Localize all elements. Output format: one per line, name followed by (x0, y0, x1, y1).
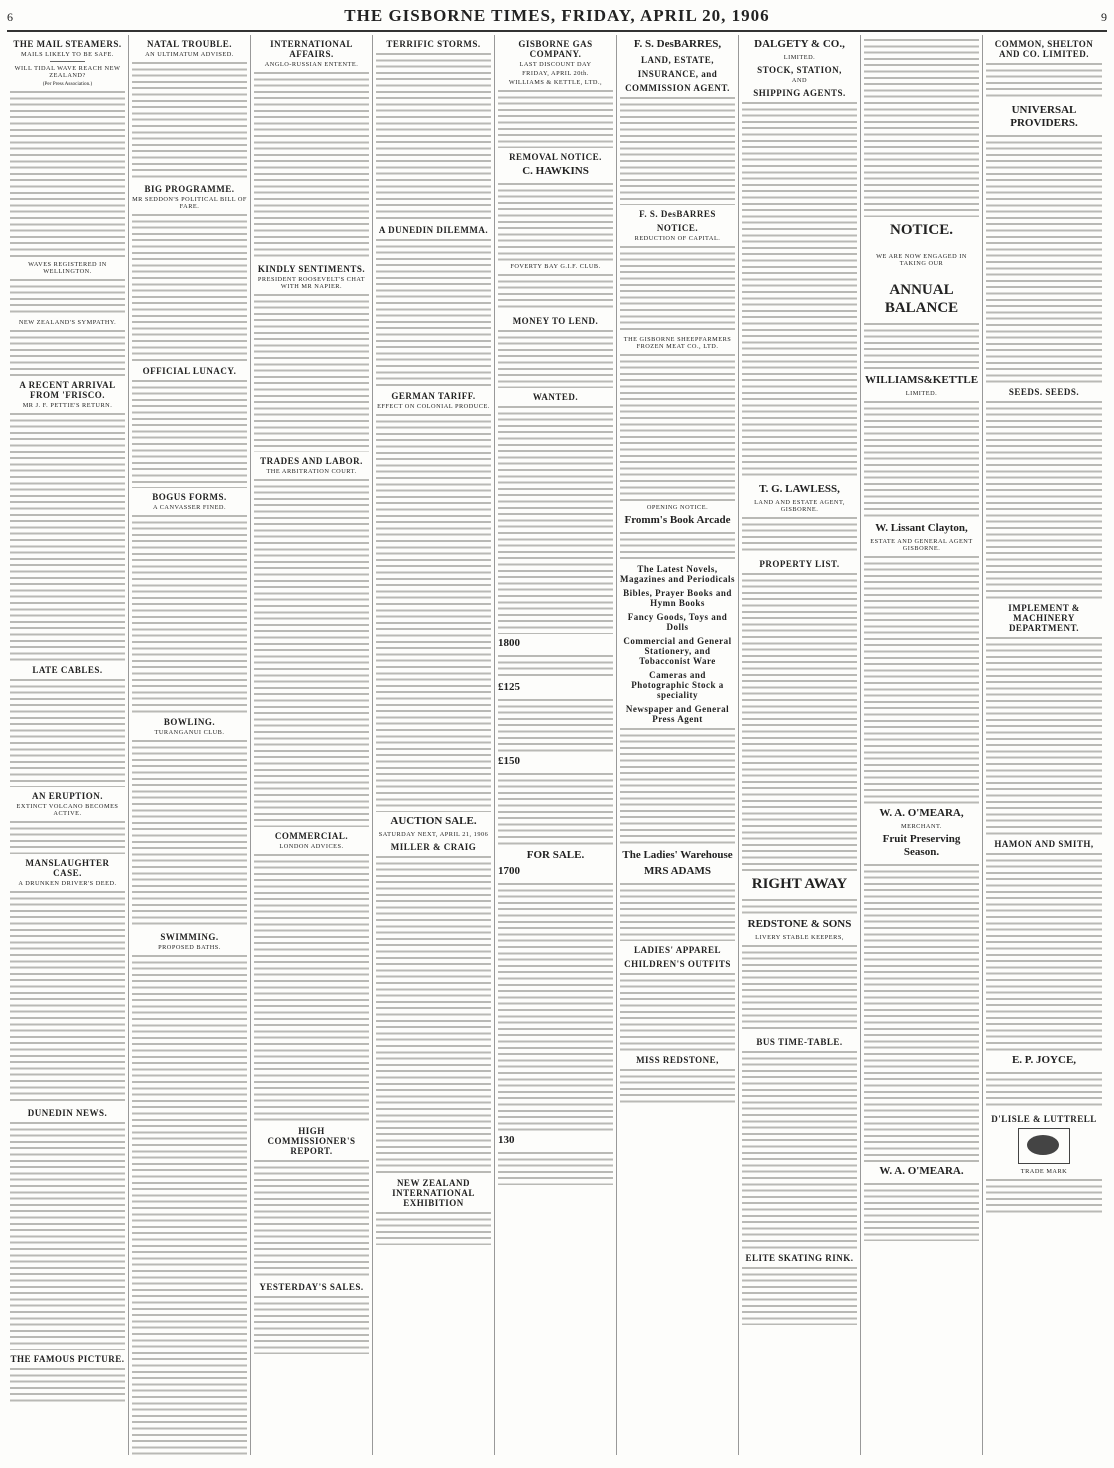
ad-text (742, 1265, 857, 1325)
ad-text (620, 352, 735, 502)
ad-text (620, 726, 735, 846)
headline: GERMAN TARIFF. (391, 391, 476, 401)
headline: A RECENT ARRIVAL FROM 'FRISCO. (19, 380, 116, 401)
ad-heading: DALGETY & CO., (754, 38, 845, 50)
headline: SWIMMING. (160, 932, 219, 942)
headline: BOGUS FORMS. (152, 492, 227, 502)
ad-subheading: MERCHANT. (901, 823, 942, 830)
ad-heading: CHILDREN'S OUTFITS (624, 959, 731, 969)
ad-heading: SHIPPING AGENTS. (753, 88, 846, 98)
headline: THE MAIL STEAMERS. (13, 39, 122, 49)
ad-subheading: AND (791, 77, 808, 84)
ad-text (742, 943, 857, 1033)
ad-figure: £125 (498, 681, 520, 693)
column-1 (7, 35, 129, 1455)
ad-subheading: LAST DISCOUNT DAY (519, 61, 592, 68)
ad-text (498, 88, 613, 148)
notice-heading: ANNUAL BALANCE (884, 282, 959, 316)
ad-heading: REMOVAL NOTICE. (509, 152, 602, 162)
ad-subheading: REDUCTION OF CAPITAL. (634, 235, 721, 242)
ad-text (742, 515, 857, 555)
ad-heading: REDSTONE & SONS (747, 918, 852, 930)
trade-mark-logo (1018, 1128, 1070, 1164)
headline: THE FAMOUS PICTURE. (10, 1354, 125, 1365)
subheadline: MR SEDDON'S POLITICAL BILL OF FARE. (132, 196, 247, 210)
ad-text (986, 133, 1102, 383)
headline: BOWLING. (163, 717, 216, 727)
subheadline: MAILS LIKELY TO BE SAFE. (21, 51, 114, 58)
subheadline: PROPOSED BATHS. (158, 944, 221, 951)
column-9 (983, 35, 1105, 1455)
ad-text (986, 399, 1102, 599)
article-text (254, 852, 369, 1122)
ad-heading: Fruit Preserving Season. (882, 833, 961, 858)
ad-subheading: SATURDAY NEXT, APRIL 21, 1906 (378, 831, 489, 838)
ad-heading: MONEY TO LEND. (512, 316, 599, 326)
ad-subheading: FOVERTY BAY G.I.F. CLUB. (510, 263, 601, 270)
subheadline: WAVES REGISTERED IN WELLINGTON. (28, 261, 107, 276)
ad-text (498, 881, 613, 1131)
headline: LATE CABLES. (32, 665, 103, 676)
column-8 (861, 35, 983, 1455)
subheadline: ANGLO-RUSSIAN ENTENTE. (264, 61, 359, 68)
newspaper-page (7, 6, 1107, 1456)
ad-heading: MILLER & CRAIG (390, 842, 477, 852)
ad-heading: Commercial and General Stationery, and Tobacconist Ware (623, 636, 732, 666)
ad-text (986, 1070, 1102, 1110)
article-text (254, 1294, 369, 1354)
subheadline: A DRUNKEN DRIVER'S DEED. (18, 880, 117, 888)
article-text (132, 953, 247, 1455)
notice-heading: NOTICE. (890, 222, 953, 238)
subheadline: PRESIDENT ROOSEVELT'S CHAT WITH MR NAPIER. (257, 276, 366, 290)
headline: YESTERDAY'S SALES. (259, 1282, 364, 1292)
column-7 (739, 35, 861, 1455)
article-text (376, 237, 491, 387)
ad-subheading: TRADE MARK (1020, 1168, 1068, 1175)
ad-figure: 1800 (498, 637, 520, 649)
ad-heading: D'LISLE & LUTTRELL (991, 1114, 1097, 1124)
column-5 (495, 35, 617, 1455)
ad-text (498, 272, 613, 312)
page-number-right: 9 (1100, 10, 1107, 24)
ad-text (986, 635, 1102, 835)
ad-heading: F. S. DesBARRES, (633, 38, 722, 50)
article-text (132, 738, 247, 928)
article-text (10, 89, 125, 259)
ad-figure: 1700 (498, 865, 520, 877)
ad-heading: E. P. JOYCE, (1011, 1054, 1077, 1066)
ad-text (864, 554, 979, 804)
ad-figure: £150 (498, 755, 520, 767)
columns (7, 35, 1107, 1455)
ad-heading: GISBORNE GAS COMPANY. (518, 39, 593, 59)
ad-heading: F. S. DesBARRES (639, 209, 716, 219)
subheadline: EXTINCT VOLCANO BECOMES ACTIVE. (16, 803, 119, 818)
ad-text (376, 854, 491, 1174)
ad-text (498, 1150, 613, 1185)
page-number-left: 6 (7, 10, 13, 24)
article-text (10, 328, 125, 376)
notice-text (864, 321, 979, 371)
ad-subheading: OPENING NOTICE. (646, 504, 709, 511)
article-text (132, 513, 247, 713)
ad-text (986, 61, 1102, 101)
article-text (10, 1366, 125, 1406)
column-6 (617, 35, 739, 1455)
headline: TERRIFIC STORMS. (386, 39, 481, 49)
headline: KINDLY SENTIMENTS. (257, 264, 366, 274)
subheadline: MR J. F. PETTIE'S RETURN. (22, 402, 113, 410)
ad-heading: IMPLEMENT & MACHINERY DEPARTMENT. (1008, 603, 1080, 633)
ad-text (864, 862, 979, 1162)
article-text (10, 277, 125, 317)
ad-heading: ELITE SKATING RINK. (745, 1253, 854, 1263)
ad-heading: COMMISSION AGENT. (625, 83, 730, 93)
ad-subheading: THE GISBORNE SHEEPFARMERS FROZEN MEAT CO., LTD. (623, 336, 732, 350)
subheadline: A CANVASSER FINED. (152, 504, 227, 511)
ad-heading: PROPERTY LIST. (759, 559, 840, 569)
notice-subheading: LIMITED. (905, 390, 938, 397)
ad-text (498, 697, 613, 752)
ad-text (864, 399, 979, 519)
headline: HIGH COMMISSIONER'S REPORT. (267, 1126, 356, 1156)
ad-text (620, 1067, 735, 1107)
article-text (376, 51, 491, 221)
ad-heading: MRS ADAMS (644, 865, 711, 877)
article-text (132, 378, 247, 488)
ad-subheading: FRIDAY, APRIL 20th. (522, 70, 589, 77)
ad-text (620, 881, 735, 941)
ad-heading: INSURANCE, and (637, 69, 718, 79)
column-2 (129, 35, 251, 1455)
newspaper-title: THE GISBORNE TIMES, FRIDAY, APRIL 20, 1906 (344, 6, 770, 25)
ad-subheading: LAND AND ESTATE AGENT, GISBORNE. (754, 499, 845, 513)
ad-heading: MISS REDSTONE, (636, 1055, 719, 1065)
article-text (10, 677, 125, 787)
ad-heading: Bibles, Prayer Books and Hymn Books (623, 588, 732, 608)
ad-heading: Fancy Goods, Toys and Dolls (627, 612, 728, 632)
ad-heading: UNIVERSAL PROVIDERS. (1010, 104, 1078, 129)
subheadline: EFFECT ON COLONIAL PRODUCE. (377, 403, 490, 410)
headline: TRADES AND LABOR. (260, 456, 363, 466)
subheadline: AN ULTIMATUM ADVISED. (145, 51, 234, 58)
ad-text (498, 328, 613, 388)
ad-heading: NOTICE. (656, 223, 699, 233)
ad-text (620, 95, 735, 205)
headline: INTERNATIONAL AFFAIRS. (270, 39, 353, 59)
ad-text (620, 244, 735, 334)
masthead (7, 6, 1107, 32)
ad-heading: SEEDS. SEEDS. (1008, 387, 1080, 397)
ad-heading: The Latest Novels, Magazines and Periodicals (620, 564, 735, 584)
notice-text: WE ARE NOW ENGAGED IN TAKING OUR (876, 253, 967, 267)
subheadline: THE ARBITRATION COURT. (266, 468, 357, 475)
ad-heading: BUS TIME-TABLE. (756, 1037, 843, 1047)
column-3 (251, 35, 373, 1455)
article-text (376, 412, 491, 812)
notice-heading: WILLIAMS&KETTLE (864, 374, 979, 386)
ad-text (498, 181, 613, 261)
headline: AN ERUPTION. (31, 791, 103, 802)
ad-heading: C. HAWKINS (522, 165, 589, 177)
article-text (132, 60, 247, 180)
ad-heading: The Ladies' Warehouse (622, 849, 733, 861)
ad-text (742, 571, 857, 871)
subheadline: TURANGANUI CLUB. (154, 729, 225, 736)
ad-heading: Fromm's Book Arcade (624, 514, 731, 526)
article-text (10, 1120, 125, 1350)
ad-heading: W. A. O'MEARA, (879, 807, 964, 819)
ad-heading: AUCTION SALE. (390, 815, 477, 827)
subheadline: NEW ZEALAND'S SYMPATHY. (18, 319, 117, 327)
article-text (132, 212, 247, 362)
ad-subheading: LIMITED. (783, 54, 816, 61)
article-text (254, 70, 369, 260)
byline: (Per Press Association.) (42, 81, 93, 87)
ad-heading: Newspaper and General Press Agent (625, 704, 730, 724)
ad-heading: T. G. LAWLESS, (759, 483, 840, 495)
article-text (10, 889, 125, 1104)
ad-text (986, 1177, 1102, 1217)
headline: A DUNEDIN DILEMMA. (378, 225, 489, 235)
subheadline: LONDON ADVICES. (279, 843, 344, 850)
headline: MANSLAUGHTER CASE. (25, 858, 110, 879)
ad-text (742, 897, 857, 915)
ad-heading: FOR SALE. (526, 849, 585, 861)
article-text (10, 411, 125, 661)
headline: NATAL TROUBLE. (146, 39, 233, 49)
column-4 (373, 35, 495, 1455)
ad-text (498, 653, 613, 678)
ad-text (376, 1210, 491, 1245)
ad-text (864, 1181, 979, 1241)
ad-heading: RIGHT AWAY (751, 876, 848, 892)
ad-heading: Cameras and Photographic Stock a speciality (631, 670, 724, 700)
ad-subheading: ESTATE AND GENERAL AGENT GISBORNE. (870, 538, 973, 552)
ad-heading: STOCK, STATION, (757, 65, 842, 75)
ad-subheading: LIVERY STABLE KEEPERS, (755, 934, 844, 941)
ad-heading: LADIES' APPAREL (633, 945, 722, 955)
ad-heading: W. A. O'MEARA. (879, 1165, 964, 1177)
headline: DUNEDIN NEWS. (27, 1108, 108, 1119)
ad-text (742, 1049, 857, 1249)
ad-figure: 130 (498, 1134, 515, 1146)
article-text (254, 477, 369, 827)
ad-heading: NEW ZEALAND INTERNATIONAL EXHIBITION (392, 1178, 475, 1208)
ad-heading: WANTED. (532, 392, 579, 402)
headline: OFFICIAL LUNACY. (142, 366, 237, 376)
ad-heading: W. Lissant Clayton, (875, 522, 968, 534)
article-text (10, 819, 125, 854)
ad-text (620, 530, 735, 560)
headline: COMMERCIAL. (274, 831, 349, 841)
ad-heading: HAMON AND SMITH, (994, 839, 1094, 849)
ad-text (498, 404, 613, 634)
ad-text (742, 100, 857, 480)
ad-text (620, 971, 735, 1051)
article-text (254, 1158, 369, 1278)
ad-subheading: WILLIAMS & KETTLE, LTD., (508, 79, 603, 86)
headline: BIG PROGRAMME. (144, 184, 235, 194)
ad-text (864, 37, 979, 217)
ad-heading: COMMON, SHELTON AND CO. LIMITED. (994, 39, 1094, 59)
ad-text (498, 771, 613, 846)
article-text (254, 292, 369, 452)
subheadline: WILL TIDAL WAVE REACH NEW ZEALAND? (14, 65, 121, 79)
ad-text (986, 851, 1102, 1051)
ad-heading: LAND, ESTATE, (641, 55, 714, 65)
